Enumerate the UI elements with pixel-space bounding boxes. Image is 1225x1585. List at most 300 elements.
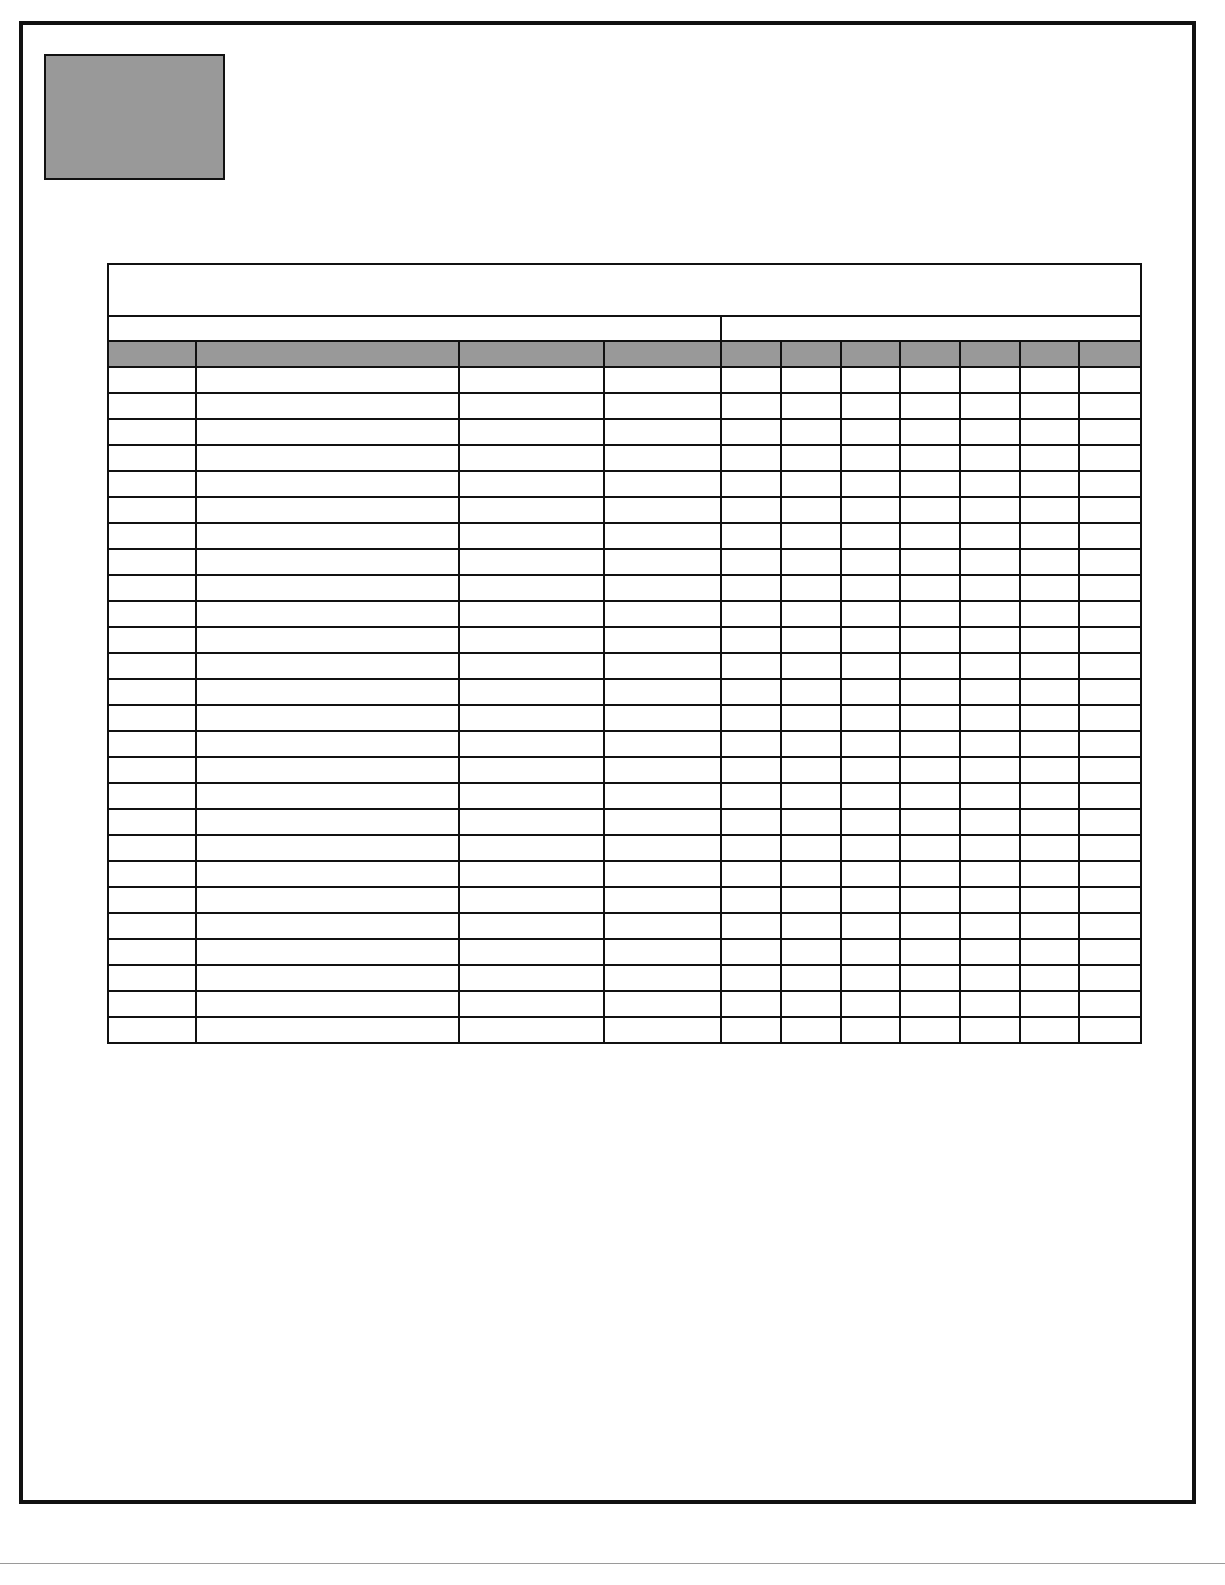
table-cell[interactable]: [781, 809, 841, 835]
table-cell[interactable]: [900, 835, 960, 861]
table-cell[interactable]: [108, 783, 196, 809]
table-cell[interactable]: [1020, 1017, 1079, 1043]
table-cell[interactable]: [196, 627, 459, 653]
table-cell[interactable]: [841, 913, 900, 939]
table-cell[interactable]: [841, 393, 900, 419]
table-row: [108, 991, 1141, 1017]
table-cell[interactable]: [196, 393, 459, 419]
table-cell[interactable]: [900, 965, 960, 991]
table-cell[interactable]: [960, 679, 1020, 705]
table-cell[interactable]: [781, 965, 841, 991]
table-cell[interactable]: [1079, 393, 1141, 419]
table-cell[interactable]: [108, 679, 196, 705]
table-cell[interactable]: [459, 497, 604, 523]
table-cell[interactable]: [841, 757, 900, 783]
table-cell[interactable]: [196, 679, 459, 705]
column-header: [1079, 341, 1141, 367]
table-cell[interactable]: [721, 705, 781, 731]
table-cell[interactable]: [721, 367, 781, 393]
table-cell[interactable]: [108, 965, 196, 991]
table-cell[interactable]: [900, 627, 960, 653]
table-cell[interactable]: [721, 783, 781, 809]
table-cell[interactable]: [604, 913, 721, 939]
table-cell[interactable]: [196, 783, 459, 809]
table-cell[interactable]: [1079, 445, 1141, 471]
table-cell[interactable]: [196, 523, 459, 549]
table-cell[interactable]: [108, 601, 196, 627]
table-cell[interactable]: [781, 861, 841, 887]
table-cell[interactable]: [900, 809, 960, 835]
table-cell[interactable]: [900, 575, 960, 601]
table-cell[interactable]: [841, 887, 900, 913]
table-cell[interactable]: [960, 653, 1020, 679]
table-cell[interactable]: [781, 419, 841, 445]
table-cell[interactable]: [196, 965, 459, 991]
table-cell[interactable]: [196, 757, 459, 783]
table-cell[interactable]: [108, 419, 196, 445]
table-cell[interactable]: [721, 731, 781, 757]
table-cell[interactable]: [459, 705, 604, 731]
table-cell[interactable]: [1079, 757, 1141, 783]
table-cell[interactable]: [841, 1017, 900, 1043]
table-cell[interactable]: [1020, 393, 1079, 419]
table-cell[interactable]: [108, 627, 196, 653]
table-cell[interactable]: [960, 1017, 1020, 1043]
table-cell[interactable]: [196, 653, 459, 679]
table-cell[interactable]: [900, 523, 960, 549]
table-cell[interactable]: [459, 809, 604, 835]
table-cell[interactable]: [900, 991, 960, 1017]
table-cell[interactable]: [900, 887, 960, 913]
table-cell[interactable]: [1020, 835, 1079, 861]
table-cell[interactable]: [196, 549, 459, 575]
table-cell[interactable]: [960, 809, 1020, 835]
table-cell[interactable]: [604, 627, 721, 653]
table-cell[interactable]: [108, 523, 196, 549]
table-cell[interactable]: [721, 497, 781, 523]
table-cell[interactable]: [604, 679, 721, 705]
table-cell[interactable]: [1079, 861, 1141, 887]
table-cell[interactable]: [459, 835, 604, 861]
table-cell[interactable]: [781, 705, 841, 731]
table-cell[interactable]: [960, 991, 1020, 1017]
table-cell[interactable]: [108, 757, 196, 783]
table-cell[interactable]: [721, 965, 781, 991]
table-cell[interactable]: [960, 497, 1020, 523]
table-row: [108, 549, 1141, 575]
table-cell[interactable]: [900, 419, 960, 445]
table-cell[interactable]: [196, 497, 459, 523]
table-cell[interactable]: [960, 965, 1020, 991]
table-cell[interactable]: [108, 731, 196, 757]
table-cell[interactable]: [781, 575, 841, 601]
table-cell[interactable]: [196, 367, 459, 393]
table-cell[interactable]: [960, 419, 1020, 445]
table-row: [108, 653, 1141, 679]
table-cell[interactable]: [459, 1017, 604, 1043]
table-cell[interactable]: [781, 471, 841, 497]
table-cell[interactable]: [721, 991, 781, 1017]
table-cell[interactable]: [108, 939, 196, 965]
table-row: [108, 445, 1141, 471]
table-cell[interactable]: [721, 757, 781, 783]
column-header: [960, 341, 1020, 367]
table-cell[interactable]: [604, 757, 721, 783]
table-cell[interactable]: [108, 367, 196, 393]
table-cell[interactable]: [1020, 991, 1079, 1017]
table-cell[interactable]: [841, 705, 900, 731]
table-cell[interactable]: [604, 861, 721, 887]
table-cell[interactable]: [900, 913, 960, 939]
table-cell[interactable]: [1079, 705, 1141, 731]
table-cell[interactable]: [1079, 367, 1141, 393]
table-cell[interactable]: [604, 367, 721, 393]
table-cell[interactable]: [960, 549, 1020, 575]
table-cell[interactable]: [108, 991, 196, 1017]
table-cell[interactable]: [900, 679, 960, 705]
column-header: [459, 341, 604, 367]
table-cell[interactable]: [841, 497, 900, 523]
table-cell[interactable]: [459, 783, 604, 809]
table-cell[interactable]: [900, 497, 960, 523]
table-cell[interactable]: [960, 913, 1020, 939]
table-row: [108, 809, 1141, 835]
table-cell[interactable]: [841, 471, 900, 497]
table-cell[interactable]: [604, 549, 721, 575]
table-cell[interactable]: [1079, 991, 1141, 1017]
table-cell[interactable]: [721, 939, 781, 965]
table-cell[interactable]: [721, 653, 781, 679]
table-cell[interactable]: [604, 809, 721, 835]
table-cell[interactable]: [459, 419, 604, 445]
table-cell[interactable]: [1079, 549, 1141, 575]
table-cell[interactable]: [1079, 601, 1141, 627]
table-cell[interactable]: [604, 445, 721, 471]
table-cell[interactable]: [459, 939, 604, 965]
table-cell[interactable]: [781, 653, 841, 679]
table-cell[interactable]: [1079, 835, 1141, 861]
table-cell[interactable]: [108, 1017, 196, 1043]
table-cell[interactable]: [960, 861, 1020, 887]
table-cell[interactable]: [900, 471, 960, 497]
table-cell[interactable]: [108, 575, 196, 601]
table-cell[interactable]: [900, 757, 960, 783]
table-cell[interactable]: [459, 549, 604, 575]
table-cell[interactable]: [900, 367, 960, 393]
table-cell[interactable]: [604, 653, 721, 679]
table-cell[interactable]: [960, 835, 1020, 861]
table-cell[interactable]: [196, 861, 459, 887]
table-cell[interactable]: [900, 393, 960, 419]
table-cell[interactable]: [1020, 497, 1079, 523]
table-cell[interactable]: [1020, 861, 1079, 887]
table-cell[interactable]: [1020, 783, 1079, 809]
table-cell[interactable]: [900, 705, 960, 731]
table-cell[interactable]: [108, 471, 196, 497]
table-cell[interactable]: [721, 523, 781, 549]
table-cell[interactable]: [1079, 887, 1141, 913]
table-cell[interactable]: [781, 887, 841, 913]
table-cell[interactable]: [721, 809, 781, 835]
table-cell[interactable]: [841, 601, 900, 627]
table-cell[interactable]: [196, 939, 459, 965]
table-cell[interactable]: [781, 679, 841, 705]
table-cell[interactable]: [108, 653, 196, 679]
table-cell[interactable]: [604, 1017, 721, 1043]
table-cell[interactable]: [721, 601, 781, 627]
table-row: [108, 965, 1141, 991]
table-cell[interactable]: [1020, 523, 1079, 549]
table-cell[interactable]: [960, 705, 1020, 731]
table-cell[interactable]: [721, 445, 781, 471]
table-cell[interactable]: [841, 939, 900, 965]
table-cell[interactable]: [900, 783, 960, 809]
table-cell[interactable]: [108, 887, 196, 913]
table-cell[interactable]: [604, 575, 721, 601]
table-cell[interactable]: [1020, 679, 1079, 705]
table-cell[interactable]: [604, 887, 721, 913]
table-cell[interactable]: [459, 965, 604, 991]
table-cell[interactable]: [108, 913, 196, 939]
table-cell[interactable]: [196, 731, 459, 757]
table-cell[interactable]: [1079, 419, 1141, 445]
table-cell[interactable]: [960, 601, 1020, 627]
table-cell[interactable]: [781, 731, 841, 757]
table-cell[interactable]: [721, 913, 781, 939]
table-cell[interactable]: [721, 887, 781, 913]
table-cell[interactable]: [196, 991, 459, 1017]
table-cell[interactable]: [459, 445, 604, 471]
table-cell[interactable]: [1020, 367, 1079, 393]
table-cell[interactable]: [841, 653, 900, 679]
table-cell[interactable]: [1020, 653, 1079, 679]
table-cell[interactable]: [721, 1017, 781, 1043]
table-cell[interactable]: [781, 393, 841, 419]
table-cell[interactable]: [960, 393, 1020, 419]
table-cell[interactable]: [108, 705, 196, 731]
table-cell[interactable]: [900, 861, 960, 887]
table-cell[interactable]: [604, 835, 721, 861]
table-cell[interactable]: [960, 471, 1020, 497]
table-cell[interactable]: [1079, 913, 1141, 939]
table-cell[interactable]: [604, 523, 721, 549]
table-cell[interactable]: [960, 757, 1020, 783]
table-cell[interactable]: [781, 367, 841, 393]
table-cell[interactable]: [841, 627, 900, 653]
table-cell[interactable]: [781, 601, 841, 627]
table-cell[interactable]: [841, 835, 900, 861]
table-cell[interactable]: [459, 575, 604, 601]
table-cell[interactable]: [721, 679, 781, 705]
table-cell[interactable]: [108, 497, 196, 523]
table-cell[interactable]: [604, 497, 721, 523]
table-cell[interactable]: [1020, 913, 1079, 939]
table-cell[interactable]: [960, 731, 1020, 757]
table-cell[interactable]: [841, 965, 900, 991]
table-cell[interactable]: [459, 523, 604, 549]
table-cell[interactable]: [196, 1017, 459, 1043]
table-cell[interactable]: [459, 627, 604, 653]
table-cell[interactable]: [1020, 549, 1079, 575]
logo-placeholder: [44, 54, 225, 180]
table-cell[interactable]: [721, 835, 781, 861]
table-cell[interactable]: [1020, 601, 1079, 627]
table-cell[interactable]: [1079, 679, 1141, 705]
table-cell[interactable]: [1020, 887, 1079, 913]
table-cell[interactable]: [1020, 419, 1079, 445]
table-cell[interactable]: [781, 757, 841, 783]
table-cell[interactable]: [781, 523, 841, 549]
table-cell[interactable]: [459, 757, 604, 783]
table-cell[interactable]: [604, 731, 721, 757]
table-cell[interactable]: [196, 601, 459, 627]
table-cell[interactable]: [781, 939, 841, 965]
table-cell[interactable]: [1020, 445, 1079, 471]
table-cell[interactable]: [459, 861, 604, 887]
table-cell[interactable]: [604, 393, 721, 419]
table-cell[interactable]: [781, 1017, 841, 1043]
table-cell[interactable]: [841, 419, 900, 445]
table-cell[interactable]: [604, 419, 721, 445]
table-cell[interactable]: [781, 445, 841, 471]
table-cell[interactable]: [1079, 653, 1141, 679]
table-row: [108, 939, 1141, 965]
table-cell[interactable]: [721, 575, 781, 601]
table-cell[interactable]: [1079, 809, 1141, 835]
table-cell[interactable]: [196, 809, 459, 835]
table-cell[interactable]: [604, 783, 721, 809]
table-cell[interactable]: [1020, 965, 1079, 991]
table-cell[interactable]: [721, 549, 781, 575]
table-cell[interactable]: [781, 627, 841, 653]
table-cell[interactable]: [1079, 471, 1141, 497]
table-cell[interactable]: [459, 367, 604, 393]
table-cell[interactable]: [841, 991, 900, 1017]
table-cell[interactable]: [1079, 523, 1141, 549]
column-header: [604, 341, 721, 367]
table-cell[interactable]: [960, 887, 1020, 913]
table-cell[interactable]: [841, 549, 900, 575]
table-cell[interactable]: [108, 835, 196, 861]
table-cell[interactable]: [721, 419, 781, 445]
table-cell[interactable]: [900, 731, 960, 757]
table-cell[interactable]: [1079, 575, 1141, 601]
table-cell[interactable]: [841, 523, 900, 549]
table-cell[interactable]: [1020, 757, 1079, 783]
table-cell[interactable]: [721, 393, 781, 419]
table-cell[interactable]: [604, 601, 721, 627]
table-cell[interactable]: [1079, 731, 1141, 757]
table-cell[interactable]: [196, 835, 459, 861]
table-cell[interactable]: [459, 731, 604, 757]
table-cell[interactable]: [196, 913, 459, 939]
table-cell[interactable]: [196, 445, 459, 471]
table-cell[interactable]: [1079, 939, 1141, 965]
table-cell[interactable]: [1079, 497, 1141, 523]
table-cell[interactable]: [841, 731, 900, 757]
table-cell[interactable]: [960, 783, 1020, 809]
table-cell[interactable]: [196, 575, 459, 601]
table-cell[interactable]: [841, 861, 900, 887]
table-cell[interactable]: [459, 679, 604, 705]
table-cell[interactable]: [721, 861, 781, 887]
table-cell[interactable]: [781, 783, 841, 809]
table-cell[interactable]: [459, 913, 604, 939]
table-cell[interactable]: [900, 653, 960, 679]
table-cell[interactable]: [841, 367, 900, 393]
table-cell[interactable]: [459, 471, 604, 497]
table-cell[interactable]: [960, 575, 1020, 601]
table-cell[interactable]: [459, 653, 604, 679]
table-cell[interactable]: [960, 367, 1020, 393]
table-cell[interactable]: [1020, 939, 1079, 965]
table-cell[interactable]: [108, 445, 196, 471]
table-cell[interactable]: [900, 445, 960, 471]
table-cell[interactable]: [1020, 731, 1079, 757]
table-cell[interactable]: [196, 887, 459, 913]
table-row: [108, 913, 1141, 939]
table-cell[interactable]: [108, 861, 196, 887]
table-cell[interactable]: [781, 497, 841, 523]
table-cell[interactable]: [841, 445, 900, 471]
table-cell[interactable]: [1079, 783, 1141, 809]
table-cell[interactable]: [459, 887, 604, 913]
table-cell[interactable]: [1079, 627, 1141, 653]
table-cell[interactable]: [841, 679, 900, 705]
table-cell[interactable]: [960, 627, 1020, 653]
table-cell[interactable]: [960, 445, 1020, 471]
table-cell[interactable]: [900, 549, 960, 575]
table-cell[interactable]: [900, 1017, 960, 1043]
table-cell[interactable]: [1020, 809, 1079, 835]
table-cell[interactable]: [1020, 575, 1079, 601]
table-cell[interactable]: [1020, 627, 1079, 653]
table-cell[interactable]: [108, 809, 196, 835]
table-cell[interactable]: [960, 939, 1020, 965]
table-cell[interactable]: [900, 939, 960, 965]
table-cell[interactable]: [196, 471, 459, 497]
table-cell[interactable]: [1020, 705, 1079, 731]
table-cell[interactable]: [721, 627, 781, 653]
table-cell[interactable]: [459, 991, 604, 1017]
table-cell[interactable]: [841, 575, 900, 601]
table-cell[interactable]: [781, 835, 841, 861]
table-cell[interactable]: [459, 601, 604, 627]
table-cell[interactable]: [900, 601, 960, 627]
table-cell[interactable]: [459, 393, 604, 419]
table-cell[interactable]: [1020, 471, 1079, 497]
table-cell[interactable]: [721, 471, 781, 497]
table-cell[interactable]: [196, 705, 459, 731]
table-cell[interactable]: [781, 913, 841, 939]
table-cell[interactable]: [841, 783, 900, 809]
table-cell[interactable]: [604, 705, 721, 731]
table-cell[interactable]: [604, 939, 721, 965]
table-cell[interactable]: [604, 991, 721, 1017]
table-cell[interactable]: [108, 549, 196, 575]
table-row: [108, 393, 1141, 419]
table-cell[interactable]: [781, 991, 841, 1017]
table-cell[interactable]: [108, 393, 196, 419]
table-cell[interactable]: [604, 965, 721, 991]
table-cell[interactable]: [781, 549, 841, 575]
table-cell[interactable]: [604, 471, 721, 497]
table-cell[interactable]: [841, 809, 900, 835]
table-cell[interactable]: [960, 523, 1020, 549]
table-cell[interactable]: [196, 419, 459, 445]
table-cell[interactable]: [1079, 1017, 1141, 1043]
table-cell[interactable]: [1079, 965, 1141, 991]
